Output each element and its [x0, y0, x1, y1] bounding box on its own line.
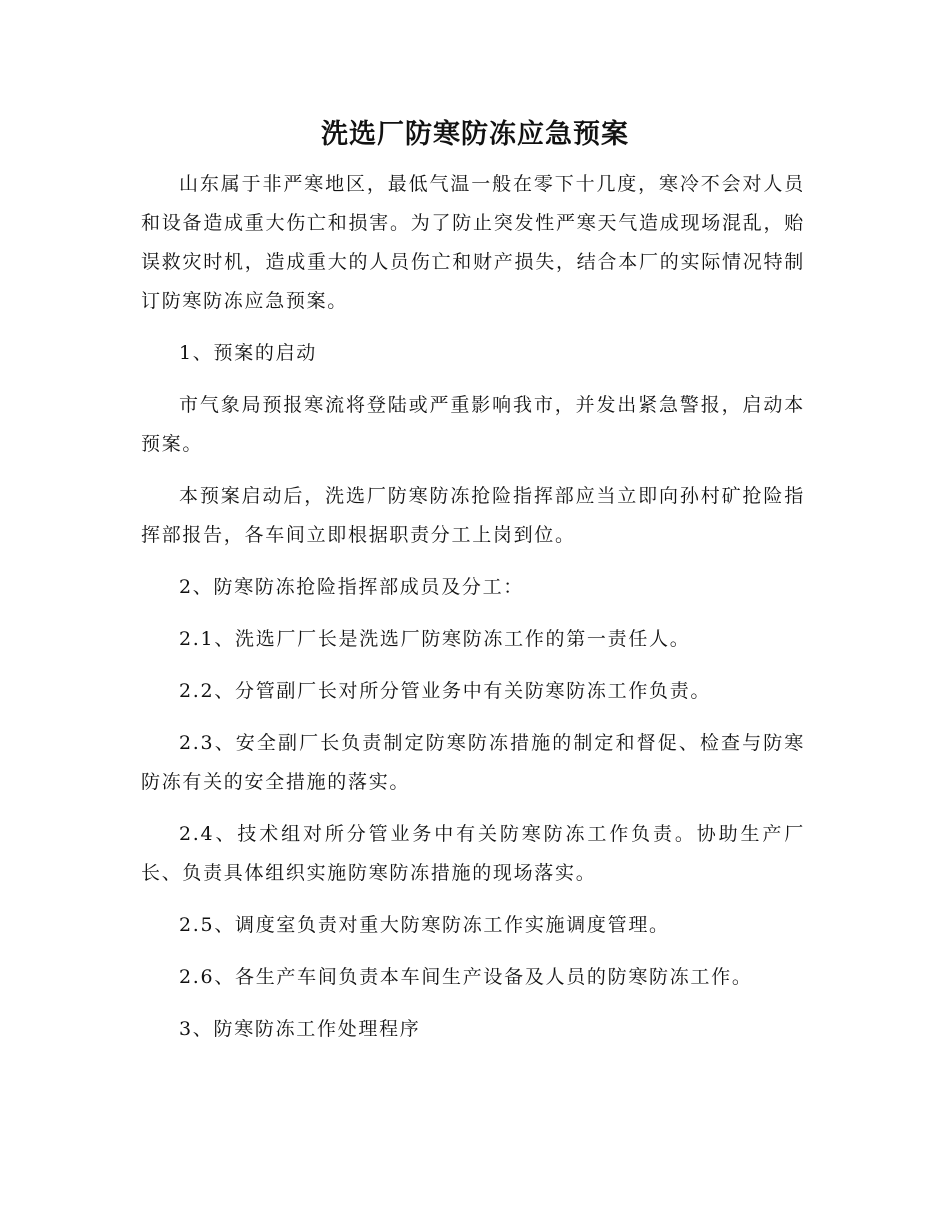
list-item: 2.4、技术组对所分管业务中有关防寒防冻工作负责。协助生产厂长、负责具体组织实施防寒防冻措施的现场落实。 [141, 823, 805, 884]
document-body [141, 165, 805, 1062]
paragraph-intro: 山东属于非严寒地区，最低气温一般在零下十几度，寒冷不会对人员和设备造成重大伤亡和损害。为了防止突发性严寒天气造成现场混乱，贻误救灾时机，造成重大的人员伤亡和财产损失，结合本厂的实际情况特制订防寒防冻应急预案。 [141, 173, 805, 312]
paragraph: 市气象局预报寒流将登陆或严重影响我市，并发出紧急警报，启动本预案。 [141, 394, 805, 455]
list-item: 2.3、安全副厂长负责制定防寒防冻措施的制定和督促、检查与防寒防冻有关的安全措施的落实。 [141, 732, 805, 793]
document-title: 洗选厂防寒防冻应急预案 [321, 119, 629, 150]
list-item: 2.1、洗选厂厂长是洗选厂防寒防冻工作的第一责任人。 [179, 628, 691, 650]
section-heading-1: 1、预案的启动 [179, 342, 317, 364]
list-item: 2.5、调度室负责对重大防寒防冻工作实施调度管理。 [179, 914, 670, 936]
section-heading-2: 2、防寒防冻抢险指挥部成员及分工： [179, 576, 524, 598]
paragraph: 本预案启动后，洗选厂防寒防冻抢险指挥部应当立即向孙村矿抢险指挥部报告，各车间立即根据职责分工上岗到位。 [141, 485, 805, 546]
section-heading-3: 3、防寒防冻工作处理程序 [179, 1018, 421, 1040]
list-item: 2.6、各生产车间负责本车间生产设备及人员的防寒防冻工作。 [179, 966, 753, 988]
list-item: 2.2、分管副厂长对所分管业务中有关防寒防冻工作负责。 [179, 680, 712, 702]
